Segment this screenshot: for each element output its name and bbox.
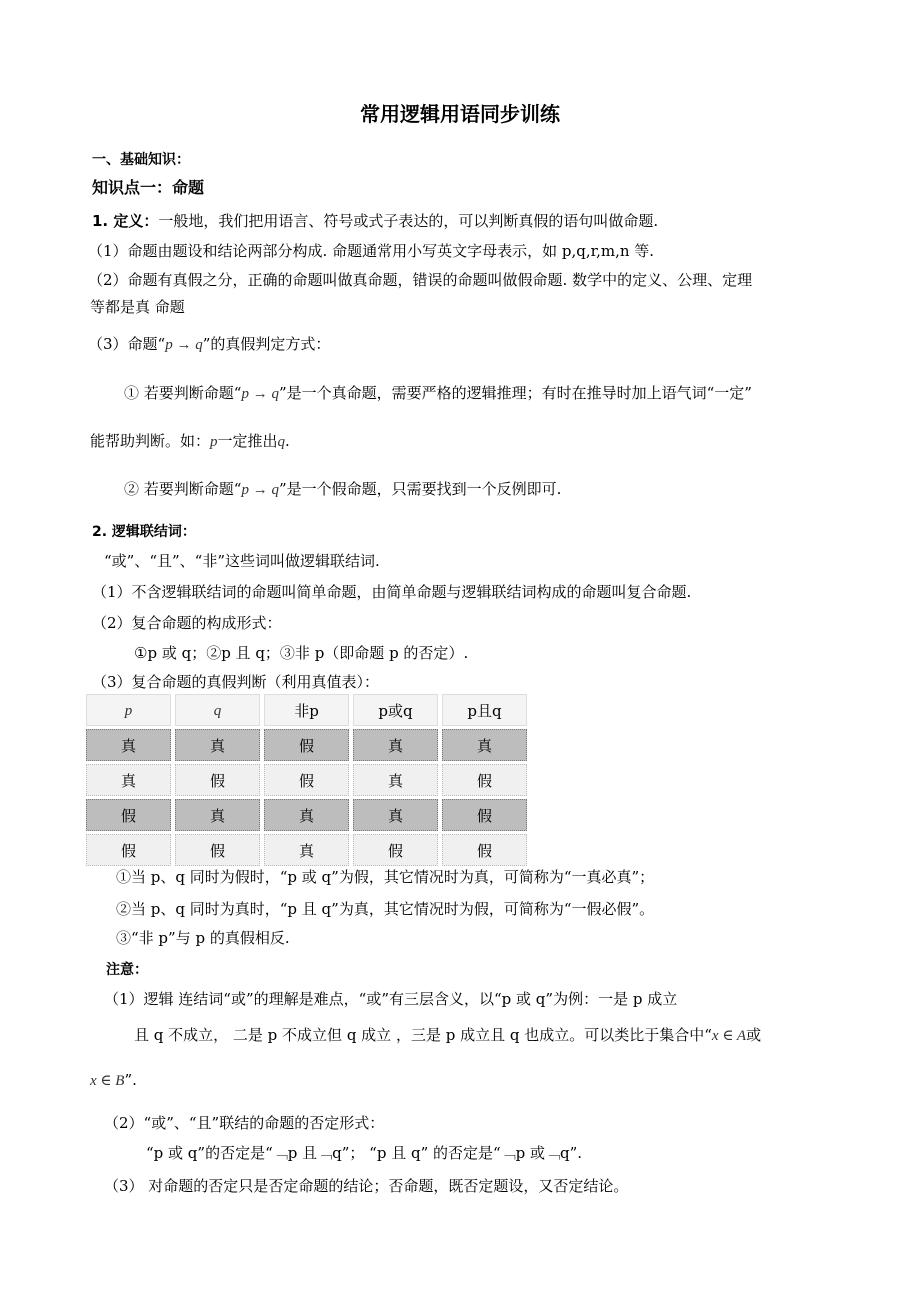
note-1b-prefix: 且 q 不成立， 二是 p 不成立但 q 成立 ，三是 p 成立且 q 也成立。可以类比于集合中“ (134, 1026, 712, 1044)
section-2-heading: 2. 逻辑联结词： (92, 524, 196, 540)
x-in-a-formula: x ∈ A (711, 1028, 747, 1044)
case-1-suffix: ”是一个真命题，需要严格的逻辑推理；有时在推导时加上语气词“一定” (278, 384, 752, 402)
truth-table-row (86, 729, 527, 761)
case-1-example (90, 431, 290, 452)
case-2-formula: p → q (241, 482, 279, 498)
case-1-prefix: ① 若要判断命题“ (124, 384, 242, 402)
table-cell: 假 (175, 764, 260, 796)
header-p-or-q: p或q (378, 701, 413, 720)
simple-compound-definition: （1）不含逻辑联结词的命题叫简单命题，由简单命题与逻辑联结词构成的命题叫复合命题. (92, 583, 692, 601)
q-symbol: q (277, 434, 286, 450)
truth-table-header-cell (442, 694, 527, 726)
table-cell: 假 (442, 834, 527, 866)
table-cell: 真 (353, 764, 438, 796)
header-p-and-q: p且q (467, 701, 502, 720)
header-p: p (124, 702, 133, 719)
header-q: q (213, 702, 222, 719)
x-in-b-formula: x ∈ B (90, 1073, 125, 1089)
table-cell: 假 (264, 764, 349, 796)
knowledge-point-1-heading: 知识点一：命题 (92, 178, 205, 197)
rule-not: ③“非 p”与 p 的真假相反. (116, 929, 290, 947)
rule-or: ①当 p、q 同时为假时，“p 或 q”为假，其它情况时为真，可简称为“一真必真”； (116, 868, 655, 886)
truth-table-row (86, 834, 527, 866)
note-1-end (90, 1070, 137, 1091)
table-cell: 假 (264, 729, 349, 761)
table-cell: 假 (353, 834, 438, 866)
truth-table-row (86, 764, 527, 796)
case-1-formula: p → q (241, 386, 279, 402)
paragraph-3 (88, 334, 330, 355)
case-1-example-prefix: 能帮助判断。如： (90, 432, 211, 450)
header-not-p: 非p (294, 701, 319, 720)
truth-table-header-cell (175, 694, 260, 726)
note-3: （3） 对命题的否定只是否定命题的结论；否命题，既否定题设，又否定结论。 (104, 1177, 629, 1195)
note-2: （2）“或”、“且”联结的命题的否定形式： (104, 1114, 385, 1132)
table-cell: 真 (86, 764, 171, 796)
note-2-negations: “p 或 q”的否定是“﹁p 且﹁q”； “p 且 q” 的否定是“﹁p 或﹁q”. (146, 1144, 583, 1162)
truth-table-header-cell (86, 694, 171, 726)
table-cell: 真 (442, 729, 527, 761)
p3-prefix: （3）命题“ (88, 335, 166, 353)
table-cell: 真 (264, 799, 349, 831)
case-1-line (124, 383, 752, 404)
case-1-example-end: . (285, 432, 290, 450)
case-2-line (124, 479, 561, 500)
table-cell: 真 (175, 729, 260, 761)
compound-forms-heading: （2）复合命题的构成形式： (92, 614, 282, 632)
table-cell: 假 (86, 834, 171, 866)
definition-text: 一般地，我们把用语言、符号或式子表达的，可以判断真假的语句叫做命题. (158, 212, 659, 230)
table-cell: 假 (175, 834, 260, 866)
note-1: （1）逻辑 连结词“或”的理解是难点，“或”有三层含义，以“p 或 q”为例：一是 p 成立 (104, 990, 678, 1008)
note-heading: 注意： (106, 962, 148, 978)
table-cell: 真 (353, 729, 438, 761)
table-cell: 假 (442, 764, 527, 796)
truth-table-row (86, 799, 527, 831)
rule-and: ②当 p、q 同时为真时，“p 且 q”为真，其它情况时为假，可简称为“一假必假”。 (116, 900, 655, 918)
truth-table (82, 691, 531, 869)
table-cell: 真 (175, 799, 260, 831)
connectives-intro: “或”、“且”、“非”这些词叫做逻辑联结词. (104, 552, 380, 570)
note-1-continued (134, 1025, 761, 1046)
table-cell: 真 (86, 729, 171, 761)
paragraph-1: （1）命题由题设和结论两部分构成. 命题通常用小写英文字母表示，如 p,q,r,m,n 等. (88, 242, 655, 260)
definition-line (92, 211, 658, 231)
paragraph-2a: （2）命题有真假之分，正确的命题叫做真命题，错误的命题叫做假命题. 数学中的定义、公理、定理 (88, 271, 753, 289)
table-cell: 假 (442, 799, 527, 831)
table-cell: 真 (353, 799, 438, 831)
paragraph-2b: 等都是真 命题 (90, 298, 185, 316)
truth-table-header-cell (264, 694, 349, 726)
page-title: 常用逻辑用语同步训练 (360, 102, 560, 126)
note-1b-suffix: 或 (746, 1026, 762, 1044)
compound-forms-list: ①p 或 q；②p 且 q；③非 p（即命题 p 的否定）. (134, 644, 469, 662)
truth-table-heading: （3）复合命题的真假判断（利用真值表）： (92, 673, 380, 691)
p-implies-q-formula: p → q (165, 337, 203, 353)
section-1-heading: 一、基础知识： (92, 152, 190, 168)
case-2-suffix: ”是一个假命题，只需要找到一个反例即可. (278, 480, 562, 498)
truth-table-header-cell (353, 694, 438, 726)
table-cell: 真 (264, 834, 349, 866)
truth-table-header-row (86, 694, 527, 726)
p3-suffix: ”的真假判定方式： (202, 335, 331, 353)
case-1-example-mid: 一定推出 (217, 432, 278, 450)
p-symbol: p (210, 434, 218, 450)
table-cell: 假 (86, 799, 171, 831)
case-2-prefix: ② 若要判断命题“ (124, 480, 242, 498)
note-1c-suffix: ”. (124, 1071, 137, 1089)
definition-label: 1. 定义： (92, 212, 159, 230)
